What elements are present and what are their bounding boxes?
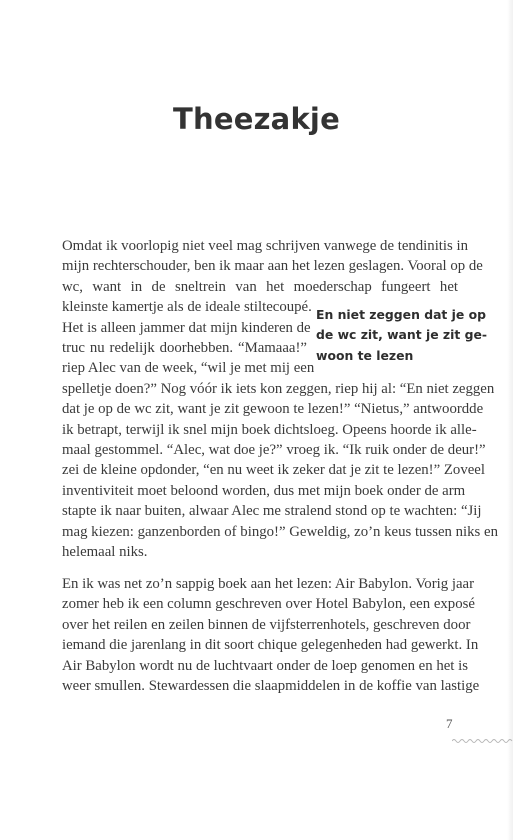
- pull-quote-line: de wc zit, want je zit ge-: [316, 327, 488, 343]
- paragraph-2: [62, 574, 480, 696]
- text-line: En ik was net zo’n sappig boek aan het lezen: Air Babylon. Vorig jaar: [62, 576, 475, 592]
- text-line: over het reilen en zeilen binnen de vijfsterrenhotels, geschreven door: [62, 616, 471, 633]
- pull-quote-line: En niet zeggen dat je op: [316, 307, 487, 322]
- text-line: spelletje doen?” Nog vóór ik iets kon zeggen, riep hij al: “En niet zeggen: [62, 380, 495, 397]
- text-line: Air Babylon wordt nu de luchtvaart onder de loep genomen en het is: [62, 657, 468, 674]
- text-line: dat je op de wc zit, want je zit gewoon te lezen!” “Nietus,” antwoordde: [62, 401, 484, 418]
- text-line: mijn rechterschouder, ben ik maar aan het lezen geslagen. Vooral op de: [62, 258, 483, 275]
- text-line: ik betrapt, terwijl ik snel mijn boek dichtsloeg. Opeens hoorde ik alle-: [62, 421, 477, 438]
- text-line: helemaal niks.: [62, 544, 148, 561]
- text-line: maal gestommel. “Alec, wat doe je?” vroeg ik. “Ik ruik onder de deur!”: [62, 442, 486, 459]
- text-line: Omdat ik voorlopig niet veel mag schrijven vanwege de tendinitis in: [62, 238, 468, 254]
- chapter-title: Theezakje: [173, 102, 340, 136]
- paragraph-1: [62, 236, 498, 563]
- text-line: truc nu redelijk doorhebben. “Mamaaa!”: [62, 340, 307, 357]
- text-line: iemand die jarenlang in dit soort chique gelegenheden had gewerkt. In: [62, 637, 479, 654]
- text-line: inventiviteit moet beloond worden, dus met mijn boek onder de arm: [62, 482, 466, 499]
- pull-quote: [316, 305, 488, 366]
- page-number: 7: [446, 716, 453, 731]
- text-line: wc, want in de sneltrein van het moederschap fungeert het: [62, 278, 458, 295]
- text-line: mag kiezen: ganzenborden of bingo!” Geweldig, zo’n keus tussen niks en: [62, 523, 498, 540]
- text-line: zomer heb ik een column geschreven over Hotel Babylon, een exposé: [62, 596, 475, 613]
- text-line: weer smullen. Stewardessen die slaapmiddelen in de koffie van lastige: [62, 678, 480, 695]
- text-line: zei de kleine opdonder, “en nu weet ik zeker dat je zit te lezen!” Zoveel: [62, 462, 485, 479]
- text-line: kleinste kamertje als de ideale stiltecoupé.: [62, 299, 312, 316]
- text-line: Het is alleen jammer dat mijn kinderen de: [62, 319, 311, 336]
- wavy-rule-ornament: [452, 738, 513, 744]
- text-line: stapte ik naar buiten, alwaar Alec me stralend stond op te wachten: “Jij: [62, 503, 482, 520]
- text-line: riep Alec van de week, “wil je met mij een: [62, 360, 315, 377]
- pull-quote-line: woon te lezen: [316, 347, 414, 363]
